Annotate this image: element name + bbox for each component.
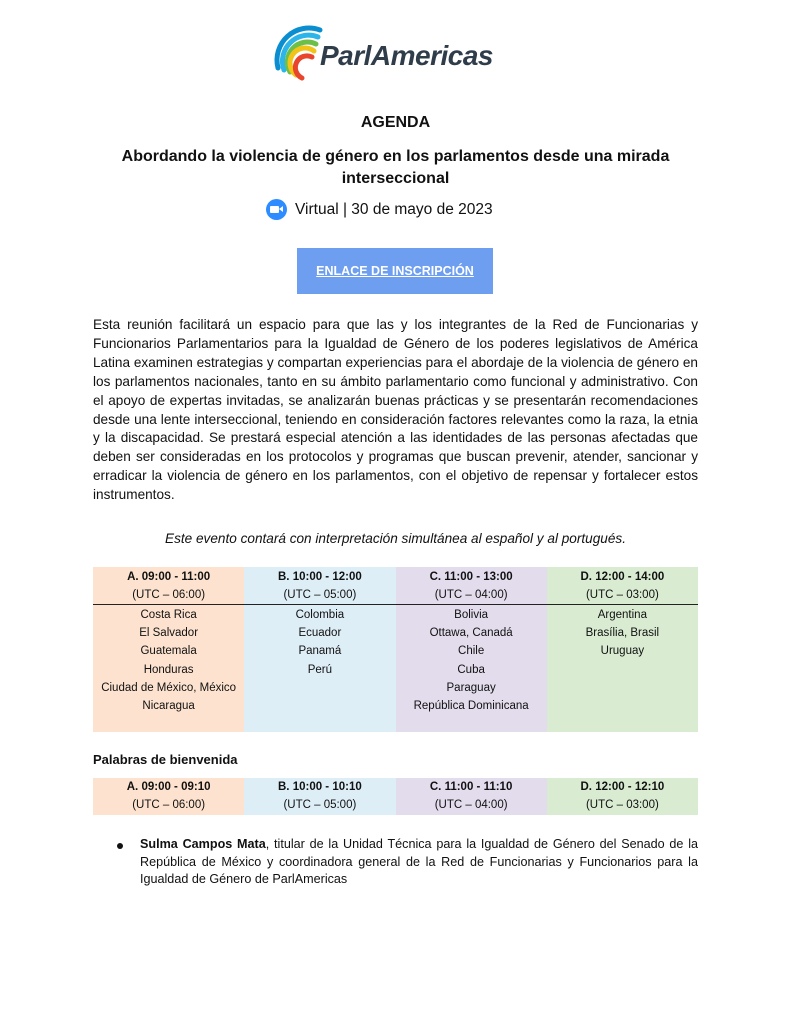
country: Ottawa, Canadá (429, 627, 513, 640)
speaker-text (140, 836, 698, 889)
bullet-icon (117, 843, 123, 849)
country: Ciudad de México, México (101, 681, 237, 694)
welcome-time-b: B. 10:00 - 10:10 (244, 778, 395, 797)
event-date: Virtual | 30 de mayo de 2023 (295, 200, 493, 218)
table-row (93, 567, 698, 586)
country: Argentina (597, 609, 647, 621)
utc-offset-d: (UTC – 03:00) (547, 586, 698, 605)
welcome-heading: Palabras de bienvenida (93, 752, 238, 767)
country: Bolivia (454, 609, 489, 621)
table-row (93, 778, 698, 797)
country: Brasília, Brasil (585, 627, 660, 640)
country: Ecuador (298, 627, 342, 640)
table-row (93, 797, 698, 816)
welcome-time-a: A. 09:00 - 09:10 (93, 778, 244, 797)
welcome-utc-c: (UTC – 04:00) (396, 797, 547, 816)
welcome-timezone-table (93, 778, 698, 815)
country: Perú (307, 663, 333, 676)
intro-paragraph: Esta reunión facilitará un espacio para que las y los integrantes de la Red de Funcionarias y Funcionarios Parlamentarios para la Igualdad de Género de los poderes legislativos de América Latina examinen estrategias y compartan experiencias para el abordaje de la violencia de género en los parlamentos nacionales, tanto en su ámbito parlamentario como funcional y administrativo. Con el apoyo de expertas invitadas, se analizarán buenas prácticas y se presentarán recomendaciones desde una lente interseccional, teniendo en consideración factores relevantes como la raza, la etnia y la discapacidad. Se prestará especial atención a las identidades de las personas afectadas que deben ser consideradas en los protocolos y programas que buscan prevenir, atender, sancionar y erradicar la violencia de género en los parlamentos, con el objetivo de repensar y fortalecer estos instrumentos. (93, 317, 698, 503)
countries-a (93, 605, 244, 733)
event-date-line (266, 199, 493, 220)
country: Paraguay (446, 681, 496, 694)
countries-c (396, 605, 547, 733)
welcome-utc-d: (UTC – 03:00) (547, 797, 698, 816)
timezone-table (93, 567, 698, 732)
video-camera-icon (266, 199, 287, 220)
agenda-heading: AGENDA (360, 114, 431, 131)
country: Honduras (143, 663, 194, 676)
country: República Dominicana (413, 700, 529, 713)
country: Colombia (295, 609, 345, 621)
welcome-utc-b: (UTC – 05:00) (244, 797, 395, 816)
country: Costa Rica (140, 609, 197, 621)
welcome-time-c: C. 11:00 - 11:10 (396, 778, 547, 797)
utc-offset-a: (UTC – 06:00) (93, 586, 244, 605)
countries-d (547, 605, 698, 733)
parlamericas-logo (272, 24, 512, 94)
speaker-description: , titular de la Unidad Técnica para la Igualdad de Género del Senado de la República de México y coordinadora general de la Red de Funcionarias y Funcionarios para la Igualdad de Género de ParlAmericas (140, 837, 699, 886)
logo-wordmark: ParlAmericas (320, 40, 494, 71)
country: Guatemala (140, 645, 197, 658)
table-row (93, 586, 698, 605)
welcome-time-d: D. 12:00 - 12:10 (547, 778, 698, 797)
speaker-name: Sulma Campos Mata (140, 837, 266, 851)
interpretation-note: Este evento contará con interpretación simultánea al español y al portugués. (165, 531, 626, 546)
registration-button[interactable] (297, 248, 493, 294)
country: Cuba (457, 663, 485, 676)
table-row (93, 605, 698, 733)
title-line-1: Abordando la violencia de género en los parlamentos desde una mirada (121, 148, 670, 165)
country: Panamá (298, 645, 342, 658)
country: Uruguay (600, 645, 645, 658)
welcome-utc-a: (UTC – 06:00) (93, 797, 244, 816)
title-line-2: interseccional (341, 170, 450, 187)
utc-offset-c: (UTC – 04:00) (396, 586, 547, 605)
time-slot-d: D. 12:00 - 14:00 (547, 567, 698, 586)
speaker-list-item (117, 836, 698, 889)
document-title (110, 146, 681, 190)
country: Chile (458, 645, 485, 658)
country: Nicaragua (142, 700, 195, 713)
countries-b (244, 605, 395, 733)
utc-offset-b: (UTC – 05:00) (244, 586, 395, 605)
registration-link[interactable]: ENLACE DE INSCRIPCIÓN (316, 264, 474, 278)
time-slot-b: B. 10:00 - 12:00 (244, 567, 395, 586)
country: El Salvador (139, 627, 199, 640)
time-slot-a: A. 09:00 - 11:00 (93, 567, 244, 586)
time-slot-c: C. 11:00 - 13:00 (396, 567, 547, 586)
